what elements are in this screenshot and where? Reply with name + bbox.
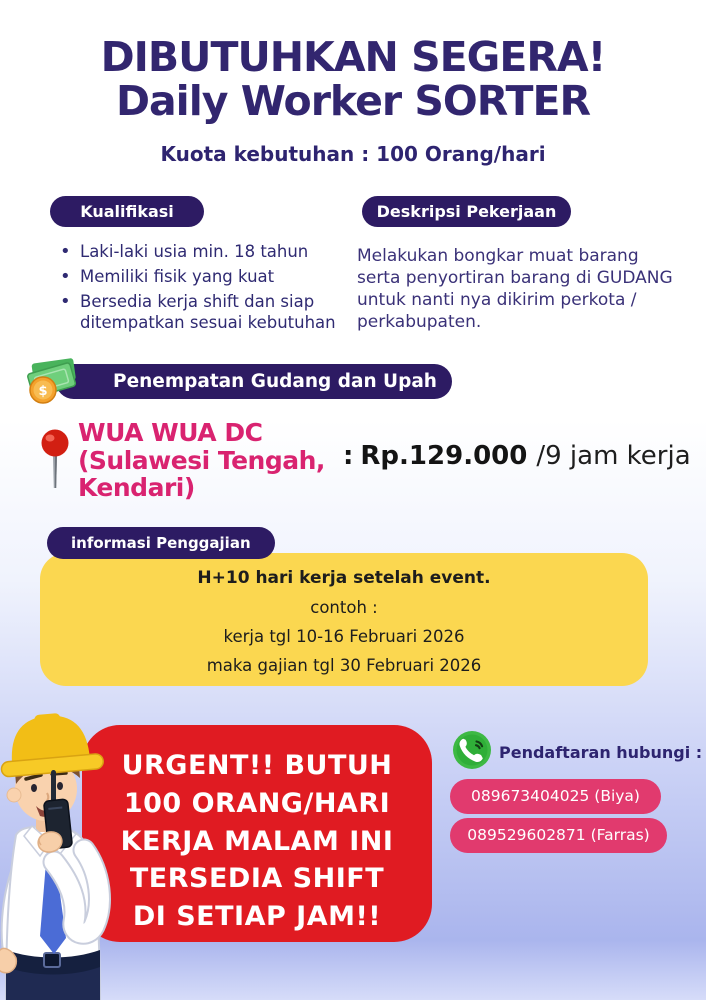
wage-per-hours: /9 jam kerja [536,441,691,471]
wage-colon: : [343,441,354,471]
quota-subtitle: Kuota kebutuhan : 100 Orang/hari [160,142,546,166]
location-line-1: WUA WUA DC [78,418,263,447]
qualification-item: • Laki-laki usia min. 18 tahun [56,241,346,263]
qualification-item: • Memiliki fisik yang kuat [56,266,346,288]
warehouse-location [78,419,353,502]
payroll-line: contoh : [310,598,378,617]
payroll-line: maka gajian tgl 30 Februari 2026 [206,656,482,675]
urgent-line: DI SETIAP JAM!! [132,901,382,933]
coin-dollar-symbol: $ [38,384,48,399]
phone-contact-farras[interactable]: 089529602871 (Farras) [450,818,667,853]
title-line-2: Daily Worker SORTER [115,76,591,125]
location-line-2: (Sulawesi Tengah, [78,445,325,475]
urgent-line: 100 ORANG/HARI [123,787,391,819]
placement-header: Penempatan Gudang dan Upah [56,364,452,399]
money-icon [26,356,78,406]
location-line-3: Kendari) [78,473,195,502]
contact-header: Pendaftaran hubungi : [499,743,703,762]
qualifications-list [56,241,346,337]
payroll-line: kerja tgl 10-16 Februari 2026 [223,627,465,646]
wage-info [343,441,691,471]
page-title [0,33,706,125]
urgent-line: TERSEDIA SHIFT [129,863,385,895]
payroll-info-box [40,553,648,686]
urgent-line: KERJA MALAM INI [120,825,394,857]
wage-amount: Rp.129.000 [360,441,528,471]
job-description-header: Deskripsi Pekerjaan [362,196,571,227]
urgent-banner [82,725,432,942]
worker-illustration [0,700,119,1000]
payroll-line: H+10 hari kerja setelah event. [197,568,491,588]
title-line-1: DIBUTUHKAN SEGERA! [100,33,606,81]
map-pin-icon [40,428,70,492]
whatsapp-icon [452,730,492,770]
qualifications-header: Kualifikasi [50,196,204,227]
job-description-text: Melakukan bongkar muat barang serta penyortiran barang di GUDANG untuk nanti nya dikirim perkota / perkabupaten. [357,246,673,333]
phone-contact-biya[interactable]: 089673404025 (Biya) [450,779,661,814]
qualification-item: • Bersedia kerja shift dan siap ditempatkan sesuai kebutuhan [56,291,346,335]
payroll-header: informasi Penggajian [47,527,275,559]
urgent-line: URGENT!! BUTUH [121,750,393,781]
